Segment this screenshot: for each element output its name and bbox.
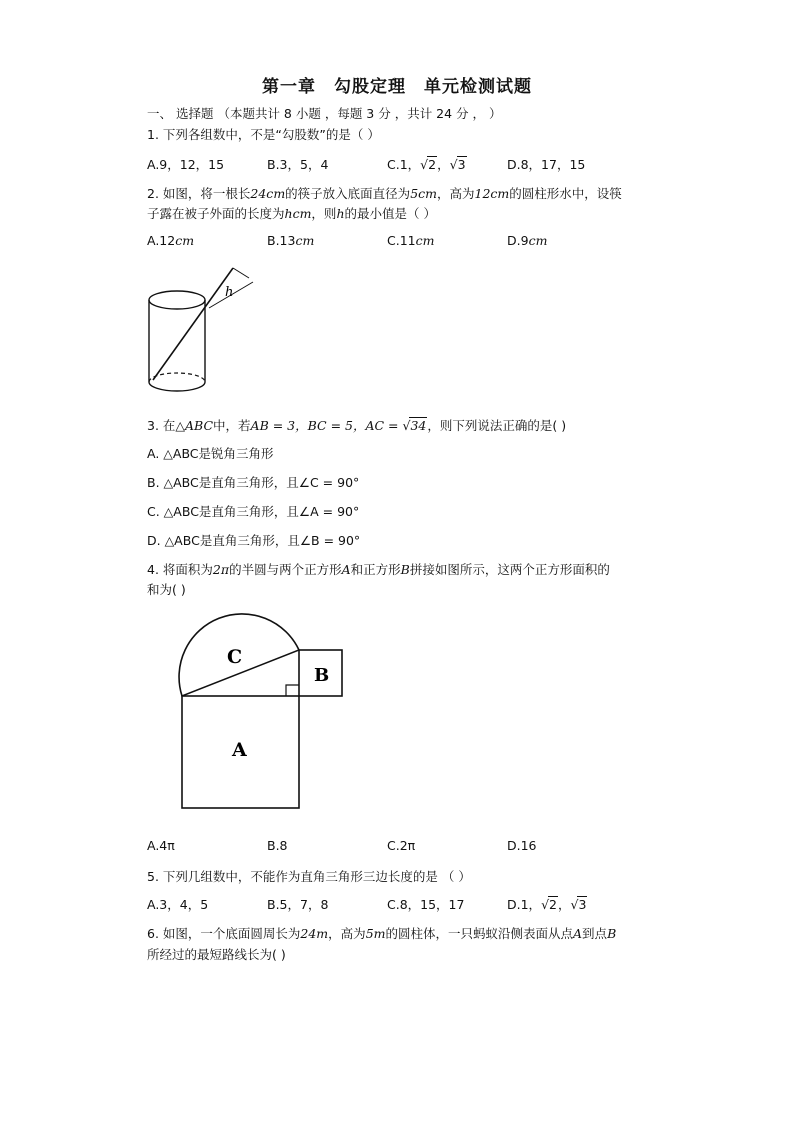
right-angle-marker bbox=[286, 685, 299, 696]
question-3-text bbox=[147, 416, 566, 434]
dimension-tick-top bbox=[233, 268, 249, 278]
q5-d-radicand-2: 3 bbox=[578, 897, 587, 912]
label-a: A bbox=[232, 739, 247, 761]
q5-option-b: B.5，7，8 bbox=[267, 897, 329, 912]
math-span: 24cm bbox=[250, 186, 286, 201]
section-heading: 一、 选择题 （本题共计 8 小题 ，每题 3 分 ，共计 24 分 ， ） bbox=[147, 106, 502, 121]
text-span: 4. 将面积为 bbox=[147, 562, 213, 577]
text-span: 3. 在 bbox=[147, 418, 176, 433]
q1-option-a: A.9，12，15 bbox=[147, 157, 225, 172]
text-span: 拼接如图所示，这两个正方形面积的 bbox=[409, 562, 610, 577]
q4-option-a: A.4π bbox=[147, 838, 175, 853]
label-c: C bbox=[227, 646, 243, 668]
text-span: 到点 bbox=[582, 926, 608, 941]
q5-d-prefix: D.1， bbox=[507, 897, 542, 912]
text-span: 和正方形 bbox=[350, 562, 401, 577]
math-span: △ABC bbox=[175, 418, 214, 433]
q5-option-c: C.8，15，17 bbox=[387, 897, 465, 912]
text-span: 的圆柱体，一只蚂蚁沿侧表面从点 bbox=[385, 926, 574, 941]
math-span: A bbox=[341, 562, 351, 577]
math-span: B bbox=[607, 926, 617, 941]
unit-span: cm bbox=[175, 233, 195, 248]
sqrt-symbol: √ bbox=[449, 157, 458, 172]
text-span: 2. 如图，将一根长 bbox=[147, 186, 251, 201]
semicircle-squares-figure bbox=[170, 612, 350, 812]
question-4-line-1 bbox=[147, 560, 610, 578]
question-6-line-2: 所经过的最短路线长为( ) bbox=[147, 947, 286, 962]
sqrt-symbol: √ bbox=[541, 897, 550, 912]
text-span: ，高为 bbox=[328, 926, 366, 941]
q3-option-c: C. △ABC是直角三角形，且∠A = 90° bbox=[147, 504, 360, 519]
q4-option-b: B.8 bbox=[267, 838, 288, 853]
q3-option-d: D. △ABC是直角三角形，且∠B = 90° bbox=[147, 533, 361, 548]
cylinder-chopstick-figure bbox=[145, 258, 265, 400]
q2-option-d bbox=[507, 233, 547, 248]
q1-c-prefix: C.1， bbox=[387, 157, 421, 172]
q3-option-a: A. △ABC是锐角三角形 bbox=[147, 446, 274, 461]
math-span: B bbox=[400, 562, 410, 577]
sqrt-symbol: √ bbox=[402, 418, 411, 433]
q5-d-radicand-1: 2 bbox=[549, 897, 557, 912]
text-span: 的筷子放入底面直径为 bbox=[285, 186, 411, 201]
sqrt-symbol: √ bbox=[570, 897, 579, 912]
question-4-line-2: 和为( ) bbox=[147, 582, 186, 597]
math-span: 24m bbox=[300, 926, 329, 941]
h-label: h bbox=[225, 285, 234, 300]
text-span: 的半圆与两个正方形 bbox=[229, 562, 342, 577]
math-span: AB = 3，BC = 5，AC = bbox=[250, 418, 403, 433]
text-span: ，高为 bbox=[437, 186, 475, 201]
cylinder-bottom-front bbox=[149, 382, 205, 391]
q2-option-c bbox=[387, 233, 434, 248]
text-span: 6. 如图，一个底面圆周长为 bbox=[147, 926, 301, 941]
page-title: 第一章 勾股定理 单元检测试题 bbox=[262, 77, 532, 97]
text-span: A.12 bbox=[147, 233, 176, 248]
q1-c-radicand-2: 3 bbox=[457, 157, 466, 172]
q4-option-c: C.2π bbox=[387, 838, 416, 853]
text-span: C.11 bbox=[387, 233, 416, 248]
text-span: 的圆柱形水中，设筷 bbox=[509, 186, 622, 201]
question-2-line-1 bbox=[147, 184, 622, 202]
q5-option-d bbox=[507, 895, 587, 913]
q1-option-d: D.8，17，15 bbox=[507, 157, 586, 172]
q1-option-c bbox=[387, 155, 467, 173]
math-span: 12cm bbox=[474, 186, 510, 201]
q4-option-d: D.16 bbox=[507, 838, 537, 853]
q3-radicand: 34 bbox=[410, 418, 427, 433]
math-span: 5m bbox=[365, 926, 386, 941]
math-span: hcm bbox=[284, 206, 312, 221]
text-span: 子露在被子外面的长度为 bbox=[147, 206, 285, 221]
text-span: 的最小值是（ ） bbox=[344, 206, 436, 221]
unit-span: cm bbox=[295, 233, 315, 248]
math-span: h bbox=[336, 206, 345, 221]
text-span: D.9 bbox=[507, 233, 529, 248]
q1-c-radicand-1: 2 bbox=[428, 157, 437, 172]
chopstick-line bbox=[153, 268, 233, 380]
math-span: 5cm bbox=[410, 186, 437, 201]
q1-c-separator: ， bbox=[437, 157, 450, 172]
q2-option-a bbox=[147, 233, 194, 248]
text-span: ，则下列说法正确的是( ) bbox=[427, 418, 567, 433]
text-span: 中，若 bbox=[213, 418, 251, 433]
unit-span: cm bbox=[415, 233, 435, 248]
q5-option-a: A.3，4，5 bbox=[147, 897, 209, 912]
text-span: ，则 bbox=[311, 206, 337, 221]
q5-d-separator: ， bbox=[557, 897, 571, 912]
math-span: A bbox=[573, 926, 583, 941]
cylinder-top-ellipse bbox=[149, 291, 205, 309]
math-span: 2π bbox=[212, 562, 230, 577]
q2-option-b bbox=[267, 233, 314, 248]
text-span: B.13 bbox=[267, 233, 296, 248]
sqrt-symbol: √ bbox=[420, 157, 429, 172]
question-2-line-2 bbox=[147, 204, 436, 222]
unit-span: cm bbox=[528, 233, 548, 248]
q1-option-b: B.3，5，4 bbox=[267, 157, 329, 172]
question-5-text: 5. 下列几组数中，不能作为直角三角形三边长度的是 （ ） bbox=[147, 869, 471, 884]
q3-option-b: B. △ABC是直角三角形，且∠C = 90° bbox=[147, 475, 360, 490]
question-1-text: 1. 下列各组数中，不是“勾股数”的是（ ） bbox=[147, 127, 380, 142]
question-6-line-1 bbox=[147, 924, 616, 942]
label-b: B bbox=[314, 665, 330, 686]
